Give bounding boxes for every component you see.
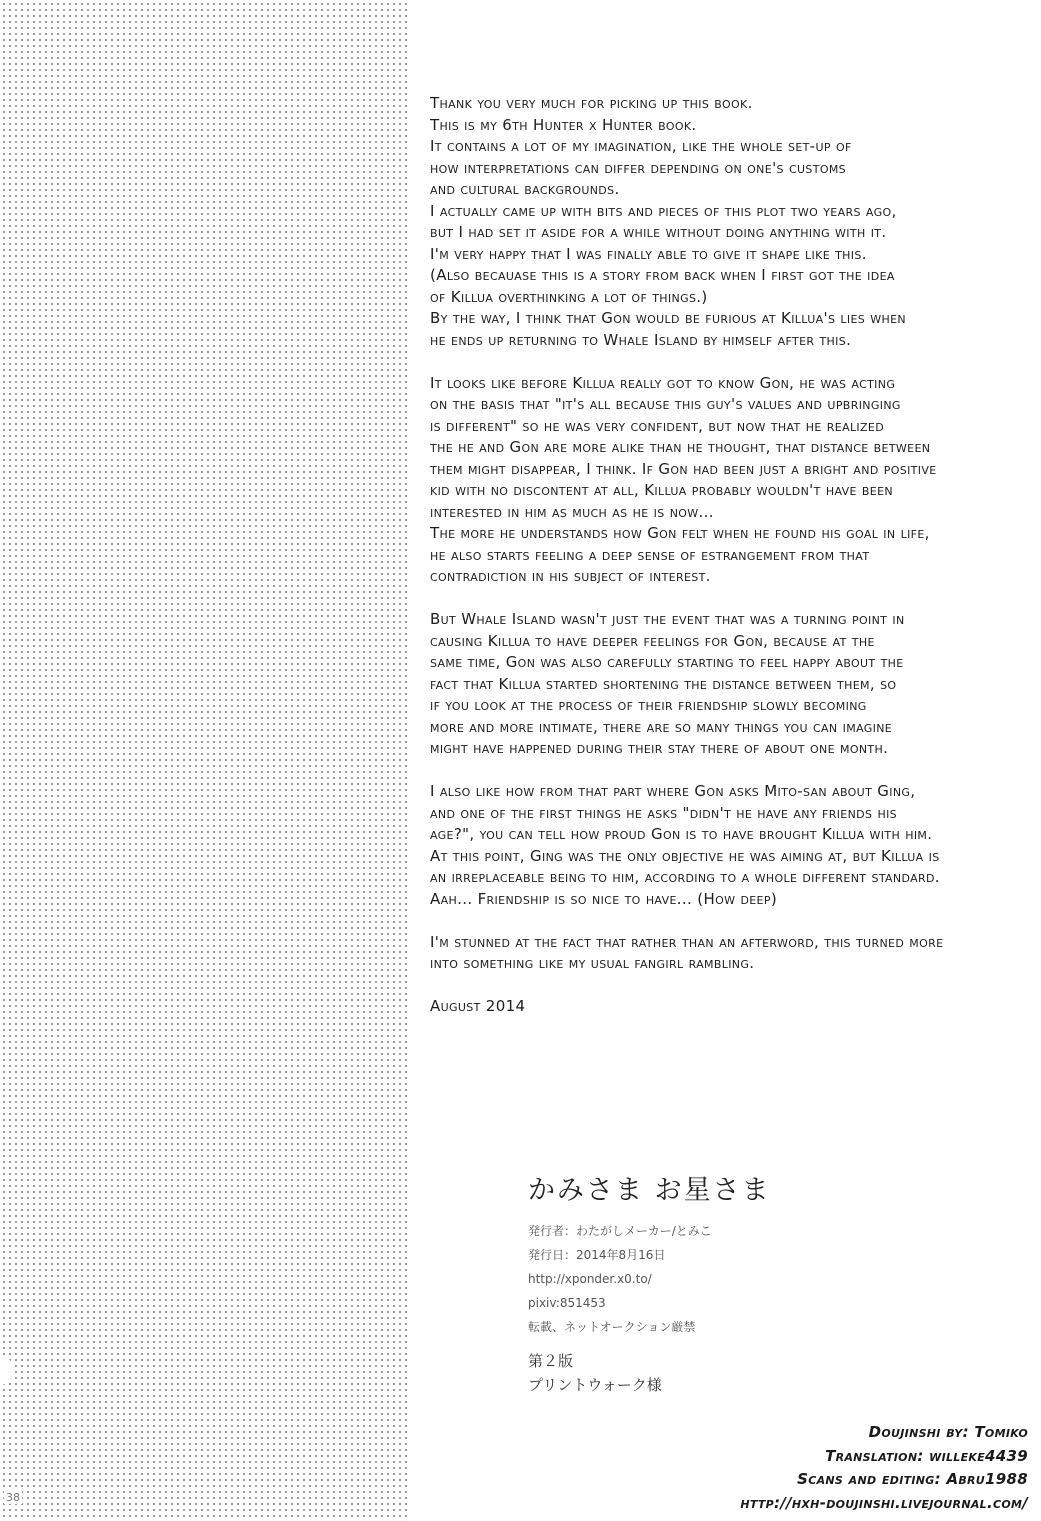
book-title: かみさま お星さま	[528, 1175, 771, 1206]
afterword-line: age?", you can tell how proud Gon is to have brought Killua with him.	[430, 825, 933, 843]
doujinshi-author-credit: Doujinshi by: Tomiko	[868, 1423, 1028, 1441]
afterword-line: At this point, Ging was the only objective he was aiming at, but Killua is	[430, 846, 940, 865]
afterword-line: kid with no discontent at all, Killua probably wouldn't have been	[430, 481, 893, 499]
colophon	[528, 1168, 848, 1397]
afterword-paragraph	[430, 373, 1035, 588]
afterword-line: It contains a lot of my imagination, like the whole set-up of	[430, 137, 852, 155]
afterword-line: I also like how from that part where Gon asks Mito-san about Ging,	[430, 782, 916, 800]
website-url: http://xponder.x0.to/	[528, 1272, 652, 1286]
afterword-line: I actually came up with bits and pieces of this plot two years ago,	[430, 201, 897, 220]
afterword-line: into something like my usual fangirl rambling.	[430, 954, 755, 972]
afterword-line: By the way, I think that Gon would be furious at Killua's lies when	[430, 309, 906, 327]
afterword-line: interested in him as much as he is now...	[430, 502, 714, 521]
translation-credit: Translation: willeke4439	[825, 1446, 1028, 1465]
afterword-line: fact that Killua started shortening the distance between them, so	[430, 674, 897, 693]
afterword-line: and one of the first things he asks "didn't he have any friends his	[430, 803, 897, 822]
afterword-line: But Whale Island wasn't just the event that was a turning point in	[430, 610, 905, 628]
afterword-line: how interpretations can differ depending on one's customs	[430, 158, 847, 177]
afterword-line: if you look at the process of their friendship slowly becoming	[430, 696, 867, 714]
afterword-line: Thank you very much for picking up this book.	[430, 94, 753, 112]
afterword-line: same time, Gon was also carefully starting to feel happy about the	[430, 653, 904, 671]
afterword-line: causing Killua to have deeper feelings for Gon, because at the	[430, 631, 875, 650]
afterword-line: he also starts feeling a deep sense of estrangement from that	[430, 545, 870, 564]
afterword-line: contradiction in his subject of interest.	[430, 567, 711, 585]
scanlation-credits	[740, 1421, 1028, 1515]
afterword-line: This is my 6th Hunter x Hunter book.	[430, 115, 697, 134]
afterword-line: them might disappear, I think. If Gon had been just a bright and positive	[430, 459, 937, 478]
afterword-line: of Killua overthinking a lot of things.)	[430, 287, 708, 306]
afterword-line: might have happened during their stay there of about one month.	[430, 739, 889, 757]
afterword-line: more and more intimate, there are so many things you can imagine	[430, 717, 893, 736]
afterword-line: the he and Gon are more alike than he thought, that distance between	[430, 438, 931, 456]
pixiv-id: pixiv:851453	[528, 1296, 606, 1310]
afterword-line: I'm very happy that I was finally able to give it shape like this.	[430, 244, 867, 263]
afterword-text	[430, 93, 1035, 1018]
afterword-line: is different" so he was very confident, but now that he realized	[430, 416, 885, 435]
afterword-paragraph	[430, 609, 1035, 760]
afterword-line: he ends up returning to Whale Island by himself after this.	[430, 330, 852, 349]
scans-editing-credit: Scans and editing: Abru1988	[797, 1470, 1028, 1488]
afterword-date: August 2014	[430, 997, 526, 1015]
afterword-line: The more he understands how Gon felt when he found his goal in life,	[430, 524, 930, 542]
screentone-margin	[0, 0, 408, 1521]
afterword-line: (Also becauase this is a story from back when I first got the idea	[430, 266, 895, 284]
afterword-paragraph	[430, 932, 1035, 975]
afterword-line: an irreplaceable being to him, according to a whole different standard.	[430, 868, 940, 886]
afterword-line: on the basis that "it's all because this guy's values and upbringing	[430, 395, 901, 413]
site-url: http://hxh-doujinshi.livejournal.com/	[740, 1493, 1028, 1512]
printer-credit: プリントウォーク様	[528, 1376, 662, 1394]
publisher-line: 発行者：わたがしメーカー/とみこ	[528, 1224, 712, 1238]
afterword-line: It looks like before Killua really got to know Gon, he was acting	[430, 373, 896, 392]
reprint-notice: 転載、ネットオークション厳禁	[528, 1320, 696, 1334]
afterword-line: but I had set it aside for a while without doing anything with it.	[430, 223, 887, 241]
page-number: 38	[6, 1491, 20, 1504]
afterword-paragraph	[430, 93, 1035, 351]
afterword-line: and cultural backgrounds.	[430, 180, 620, 198]
afterword-paragraph	[430, 781, 1035, 910]
afterword-line: Aah... Friendship is so nice to have... (How deep)	[430, 889, 778, 908]
afterword-line: I'm stunned at the fact that rather than an afterword, this turned more	[430, 932, 944, 951]
issue-date-line: 発行日：2014年8月16日	[528, 1248, 666, 1262]
edition-label: 第２版	[528, 1352, 574, 1370]
